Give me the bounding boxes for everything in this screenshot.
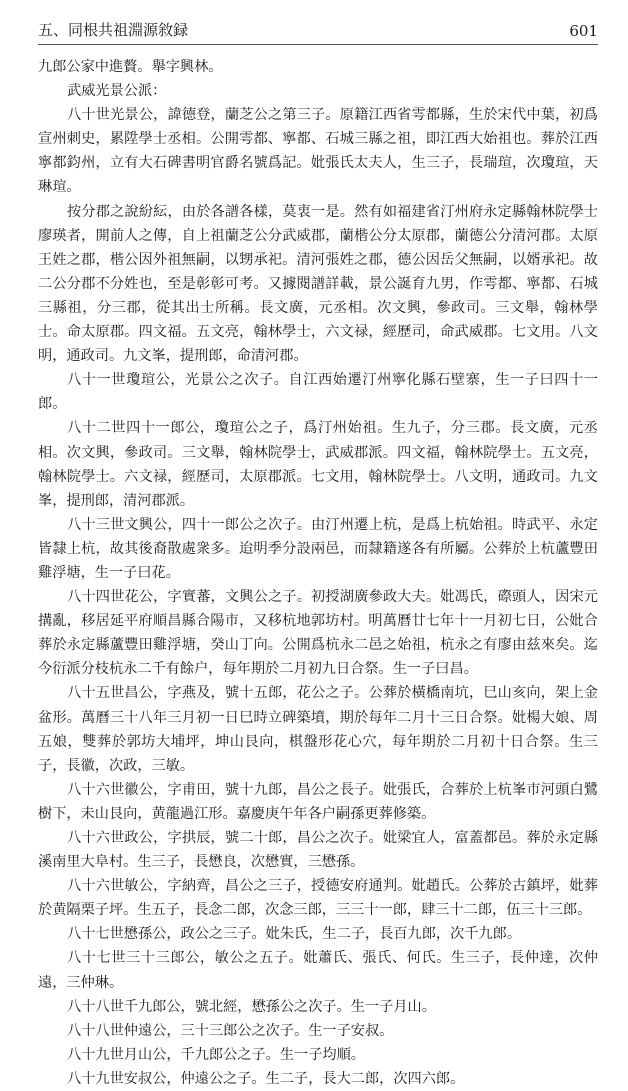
paragraph: 八十三世文興公，四十一郎公之次子。由汀州遷上杭，是爲上杭始祖。時武平、永定皆隸上杭，故其後裔散處衆多。迨明季分設兩邑，而隸籍遂各有所屬。公葬於上杭蘆豐田雞浮塘，生一子曰花。 <box>38 516 598 581</box>
paragraph: 八十八世仲遠公，三十三郎公之次子。生一子安叔。 <box>67 1022 394 1039</box>
body-text <box>38 55 598 1091</box>
paragraph: 九郎公家中進贅。舉字興林。 <box>38 59 223 75</box>
section-title: 五、同根共祖淵源敘録 <box>38 21 189 39</box>
paragraph: 八十五世昌公，字燕及，號十五郎，花公之子。公葬於橫橋南坑，巳山亥向，架上金盆形。萬曆三十八年三月初一日巳時立碑築墳，期於每年二月十三日合祭。妣楊大娘、周五娘，雙葬於郭坊大埔坪，坤山艮向，棋盤形花心穴，每年期於二月初十日合祭。生三子，長徽，次政，三敏。 <box>38 685 598 774</box>
paragraph: 八十八世千九郎公，號北經，懋孫公之次子。生一子月山。 <box>67 998 436 1015</box>
paragraph: 八十一世瓊瑄公，光景公之次子。自江西始遷汀州寧化縣石壁寨，生一子曰四十一郎。 <box>38 372 598 413</box>
paragraph: 八十四世花公，字實蕃，文興公之子。初授湖廣參政大夫。妣馮氏，磜頭人，因宋元搆亂，移居延平府順昌縣合陽市，又移杭地郭坊村。明萬曆廿七年十一月初七日，公妣合葬於永定縣蘆豐田雞浮塘，癸山丁向。公開爲杭永二邑之始祖，杭永之有廖由兹來矣。迄今衍派分枝杭永二千有餘户，每年期於二月初九日合祭。生一子曰昌。 <box>38 589 598 678</box>
lineage-label: 武威光景公派： <box>67 83 167 100</box>
paragraph: 八十七世三十三郎公，敏公之五子。妣蕭氏、張氏、何氏。生三子，長仲達，次仲遠，三仲琳。 <box>38 950 598 991</box>
paragraph: 八十六世政公，字拱辰，號二十郎，昌公之次子。妣梁宜人，富蓋都邑。葬於永定縣溪南里大阜村。生三子，長懋良，次懋實，三懋孫。 <box>38 830 598 871</box>
paragraph: 八十六世徽公，字甫田，號十九郎，昌公之長子。妣張氏，合葬於上杭峯市河頭白鷺樹下，未山艮向，黄龍過江形。嘉慶庚午年各户嗣孫更葬修築。 <box>38 781 598 822</box>
paragraph: 八十六世敏公，字納齊，昌公之三子，授德安府通判。妣趙氏。公葬於古鎮坪，妣葬於黄隔栗子坪。生五子，長念二郎，次念三郎，三三十一郎，肆三十二郎，伍三十三郎。 <box>38 878 598 919</box>
paragraph: 八十世光景公，諱德登，蘭芝公之第三子。原籍江西省雩都縣，生於宋代中葉，初爲宣州刺史，累陞學士丞相。公開雩都、寧都、石城三縣之祖，即江西大始祖也。葬於江西寧都鈞州，立有大石碑書明官爵名號爲記。妣張氏太夫人，生三子，長瑞瑄，次瓊瑄，天琳瑄。 <box>38 107 598 196</box>
paragraph: 八十九世月山公，千九郎公之子。生一子均順。 <box>67 1046 365 1063</box>
running-header <box>38 18 598 40</box>
header-divider <box>38 44 598 45</box>
paragraph: 八十九世安叔公，仲遠公之子。生二子，長大二郎，次四六郎。 <box>67 1070 465 1087</box>
paragraph: 按分郡之說紛紜，由於各譜各樣，莫衷一是。然有如福建省汀州府永定縣翰林院學士廖瑛者，開前人之傳，自上祖蘭芝公分武威郡，蘭楷公分太原郡，蘭德公分清河郡。太原王姓之郡，楷公因外祖無嗣，以甥承祀。清河張姓之郡，德公因岳父無嗣，以婿承祀。故二公分郡不分姓也，至是彰彰可考。又據閱譜詳載，景公誕育九男，作雩都、寧都、石城三縣祖，分三郡，從其出士所稱。長文廣，元丞相。次文興，參政司。三文舉，翰林學士。命太原郡。四文福。五文亮，翰林學士，六文禄，經歷司，命武威郡。七文用。八文明，通政司。九文峯，提刑郎，命清河郡。 <box>38 203 598 365</box>
paragraph: 八十七世懋孫公，政公之三子。妣朱氏，生二子，長百九郎，次千九郎。 <box>67 926 522 943</box>
paragraph: 八十二世四十一郎公，瓊瑄公之子，爲汀州始祖。生九子，分三郡。長文廣，元丞相。次文興，參政司。三文舉，翰林院學士，武威郡派。四文福，翰林院學士。五文亮，翰林院學士。六文禄，經歷司，太原郡派。七文用，翰林院學士。八文明，通政司。九文峯，提刑郎，清河郡派。 <box>38 420 598 509</box>
page-number: 601 <box>569 22 598 40</box>
